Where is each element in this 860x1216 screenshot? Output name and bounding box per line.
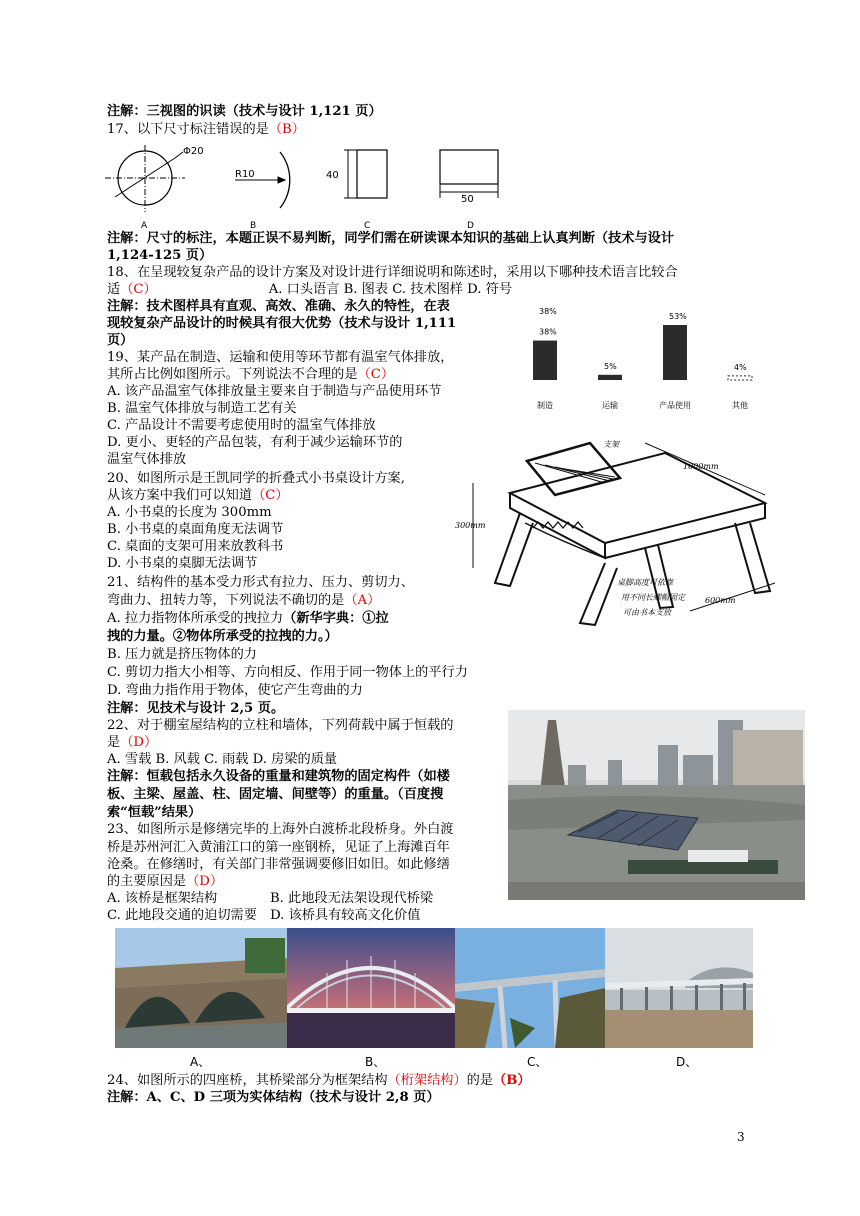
- chart-category-label: 产品使用: [659, 401, 691, 410]
- text-line: [107, 786, 443, 803]
- text-segment: B. 压力就是挤压物体的力: [107, 647, 257, 662]
- text-segment: 索“恒载”结果）: [107, 805, 202, 820]
- text-line: [107, 751, 337, 768]
- text-segment: C. 此地段交通的迫切需要 D. 该桥具有较高文化价值: [107, 908, 421, 923]
- desk-note-2: 用不同长螺帽固定: [621, 593, 685, 602]
- text-line: [107, 1089, 440, 1106]
- bridge-caption-d: D、: [676, 1055, 698, 1069]
- text-line: [107, 434, 402, 451]
- text-segment: A. 雪载 B. 风载 C. 雨载 D. 房梁的质量: [107, 752, 338, 767]
- text-segment: C. 产品设计不需要考虑使用时的温室气体排放: [107, 418, 376, 433]
- text-segment: 18、在呈现较复杂产品的设计方案及对设计进行详细说明和陈述时，采用以下哪种技术语言比较合: [107, 265, 678, 280]
- text-segment: D. 小书桌的桌脚无法调节: [107, 556, 258, 571]
- text-segment: C. 桌面的支架可用来放教科书: [107, 539, 284, 554]
- text-line: [107, 487, 289, 504]
- text-segment: 其所占比例如图所示。下列说法不合理的是: [107, 367, 358, 382]
- text-line: [107, 264, 678, 281]
- text-line: [107, 538, 283, 555]
- bridge-caption-b: B、: [365, 1055, 386, 1069]
- text-line: [107, 521, 283, 538]
- text-line: [107, 646, 257, 663]
- text-line: [107, 734, 157, 751]
- text-segment: D. 弯曲力指作用于物体，使它产生弯曲的力: [107, 683, 363, 698]
- text-line: [107, 451, 186, 468]
- text-segment: （新华字典：①拉: [283, 611, 389, 626]
- chart-category-label: 运输: [602, 401, 618, 410]
- text-line: [107, 890, 433, 907]
- text-segment: 是: [107, 735, 121, 750]
- text-line: [107, 555, 257, 572]
- text-segment: 注解：A、C、D 三项为实体结构（技术与设计 2,8 页）: [107, 1090, 440, 1105]
- text-segment: （C）: [357, 367, 395, 382]
- text-segment: A. 拉力指物体所承受的拽拉力: [107, 611, 284, 626]
- option-c-rect-height: [344, 150, 387, 198]
- text-line: [107, 383, 441, 400]
- label-d: D: [467, 221, 474, 231]
- chart-value-label: 53%: [669, 312, 687, 321]
- desk-sketch: [455, 433, 785, 628]
- text-segment: 21、结构件的基本受力形式有拉力、压力、剪切力、: [107, 575, 414, 590]
- text-segment: A. 该桥是框架结构 B. 此地段无法架设现代桥梁: [107, 891, 434, 906]
- desk-label-width: 600mm: [705, 596, 736, 605]
- bridge-photo-d: [605, 928, 753, 1048]
- chart-bar-3: [728, 376, 752, 380]
- text-segment: 的是: [466, 1073, 494, 1088]
- waibaidu-bridge-photo: [508, 710, 805, 900]
- text-segment: 注解：三视图的识读（技术与设计 1,121 页）: [107, 104, 382, 119]
- text-line: [107, 664, 468, 681]
- text-segment: A. 小书桌的长度为 300mm: [107, 505, 272, 520]
- text-line: [107, 610, 389, 627]
- desk-label-height: 300mm: [455, 521, 486, 530]
- text-line: [107, 103, 382, 120]
- text-segment: （D）: [186, 874, 224, 889]
- text-line: [107, 821, 453, 838]
- text-segment: 桥是苏州河汇入黄浦江口的第一座钢桥，见证了上海滩百年: [107, 840, 450, 855]
- diameter-label: Φ20: [183, 146, 204, 157]
- text-segment: 注解：恒载包括永久设备的重量和建筑物的固定构件（如楼: [107, 769, 450, 784]
- text-segment: （桁架结构）: [387, 1073, 467, 1088]
- bridge-caption-c: C、: [527, 1055, 548, 1069]
- chart-category-label: 其他: [732, 401, 748, 410]
- text-segment: 20、如图所示是王凯同学的折叠式小书桌设计方案,: [107, 471, 405, 486]
- text-segment: B. 小书桌的桌面角度无法调节: [107, 522, 284, 537]
- text-segment: 24、如图所示的四座桥，其桥梁部分为框架结构: [107, 1073, 388, 1088]
- text-line: [107, 366, 394, 383]
- text-segment: 注解：见技术与设计 2,5 页。: [107, 701, 285, 716]
- text-line: [107, 700, 284, 717]
- text-line: [107, 349, 453, 366]
- chart-bar-2: [663, 325, 687, 380]
- text-segment: 注解：技术图样具有直观、高效、准确、永久的特性，在表: [107, 299, 450, 314]
- text-segment: 温室气体排放: [107, 452, 187, 467]
- text-line: [107, 470, 405, 487]
- text-segment: 拽的力量。②物体所承受的拉拽的力。）: [107, 629, 338, 644]
- option-a-circle-diameter: [105, 145, 185, 212]
- text-segment: 1,124-125 页）: [107, 248, 213, 263]
- option-d-rect-width: [440, 150, 498, 198]
- text-segment: 从该方案中我们可以知道: [107, 488, 253, 503]
- text-segment: （B）: [268, 122, 305, 137]
- text-segment: 适: [107, 282, 121, 297]
- text-line: [107, 717, 453, 734]
- bridge-caption-a: A、: [190, 1055, 211, 1069]
- chart-bar-1: [598, 375, 622, 380]
- text-line: [107, 1072, 531, 1089]
- text-segment: 现较复杂产品设计的时候具有很大优势（技术与设计 1,111: [107, 316, 457, 331]
- text-segment: （A）: [344, 593, 381, 608]
- text-line: [107, 682, 363, 699]
- text-segment: （C）: [120, 282, 151, 297]
- text-segment: 的主要原因是: [107, 874, 187, 889]
- text-line: [107, 804, 201, 821]
- text-line: [107, 247, 212, 264]
- label-a: A: [141, 221, 148, 231]
- radius-label: R10: [235, 169, 255, 180]
- desk-label-length: 1000mm: [683, 462, 719, 471]
- bridge-photo-b: [287, 928, 455, 1048]
- text-segment: 页）: [107, 333, 134, 348]
- text-segment: 23、如图所示是修缮完毕的上海外白渡桥北段桥身。外白渡: [107, 822, 454, 837]
- chart-value-label: 38%: [539, 327, 557, 337]
- page-number: 3: [737, 1130, 745, 1144]
- text-segment: （B）: [493, 1073, 531, 1088]
- text-segment: 弯曲力、扭转力等，下列说法不确切的是: [107, 593, 345, 608]
- text-segment: A. 该产品温室气体排放量主要来自于制造与产品使用环节: [107, 384, 442, 399]
- text-line: [107, 417, 376, 434]
- text-line: [107, 907, 420, 924]
- desk-note-1: 桌脚高度可依靠: [617, 578, 673, 587]
- text-segment: B. 温室气体排放与制造工艺有关: [107, 401, 297, 416]
- text-line: [107, 504, 272, 521]
- text-segment: （D）: [120, 735, 158, 750]
- text-line: [107, 839, 450, 856]
- chart-value-label: 38%: [539, 307, 557, 316]
- text-line: [107, 768, 450, 785]
- desk-label-stand: 支架: [603, 440, 619, 449]
- dimension-figure: [95, 140, 515, 235]
- text-segment: 22、对于棚室屋结构的立柱和墙体，下列荷载中属于恒载的: [107, 718, 454, 733]
- width-label: 50: [461, 194, 474, 205]
- text-line: [107, 856, 450, 873]
- bridge-photo-c: [455, 928, 605, 1048]
- desk-note-3: 可由书本支放: [623, 608, 671, 617]
- text-line: [107, 400, 297, 417]
- bridge-photo-a: [115, 928, 287, 1048]
- option-b-arc-radius: [235, 152, 290, 208]
- text-line: [107, 574, 414, 591]
- text-segment: 注解：尺寸的标注，本题正误不易判断，同学们需在研读课本知识的基础上认真判断（技术与设计: [107, 231, 675, 246]
- chart-bar-0: [533, 341, 557, 380]
- chart-value-label: 5%: [604, 361, 617, 371]
- text-line: [107, 281, 512, 298]
- text-segment: 17、以下尺寸标注错误的是: [107, 122, 269, 137]
- text-segment: （C）: [252, 488, 289, 503]
- label-b: B: [250, 221, 257, 231]
- label-c: C: [364, 221, 371, 231]
- text-segment: 沧桑。在修缮时，有关部门非常强调要修旧如旧。如此修缮: [107, 857, 450, 872]
- chart-category-label: 制造: [537, 401, 553, 410]
- text-line: [107, 121, 305, 138]
- text-line: [107, 298, 450, 315]
- text-line: [107, 628, 338, 645]
- text-line: [107, 332, 133, 349]
- height-label: 40: [326, 170, 339, 181]
- text-segment: 板、主梁、屋盖、柱、固定墙、间壁等）的重量。（百度搜: [107, 787, 444, 802]
- chart-value-label: 4%: [734, 362, 747, 372]
- text-line: [107, 873, 223, 890]
- text-segment: C. 剪切力指大小相等、方向相反、作用于同一物体上的平行力: [107, 665, 468, 680]
- emissions-chart: [515, 300, 770, 418]
- text-segment: A. 口头语言 B. 图表 C. 技术图样 D. 符号: [150, 282, 513, 297]
- text-segment: 19、某产品在制造、运输和使用等环节都有温室气体排放，: [107, 350, 454, 365]
- text-line: [107, 592, 380, 609]
- text-line: [107, 315, 456, 332]
- text-segment: D. 更小、更轻的产品包装，有利于减少运输环节的: [107, 435, 403, 450]
